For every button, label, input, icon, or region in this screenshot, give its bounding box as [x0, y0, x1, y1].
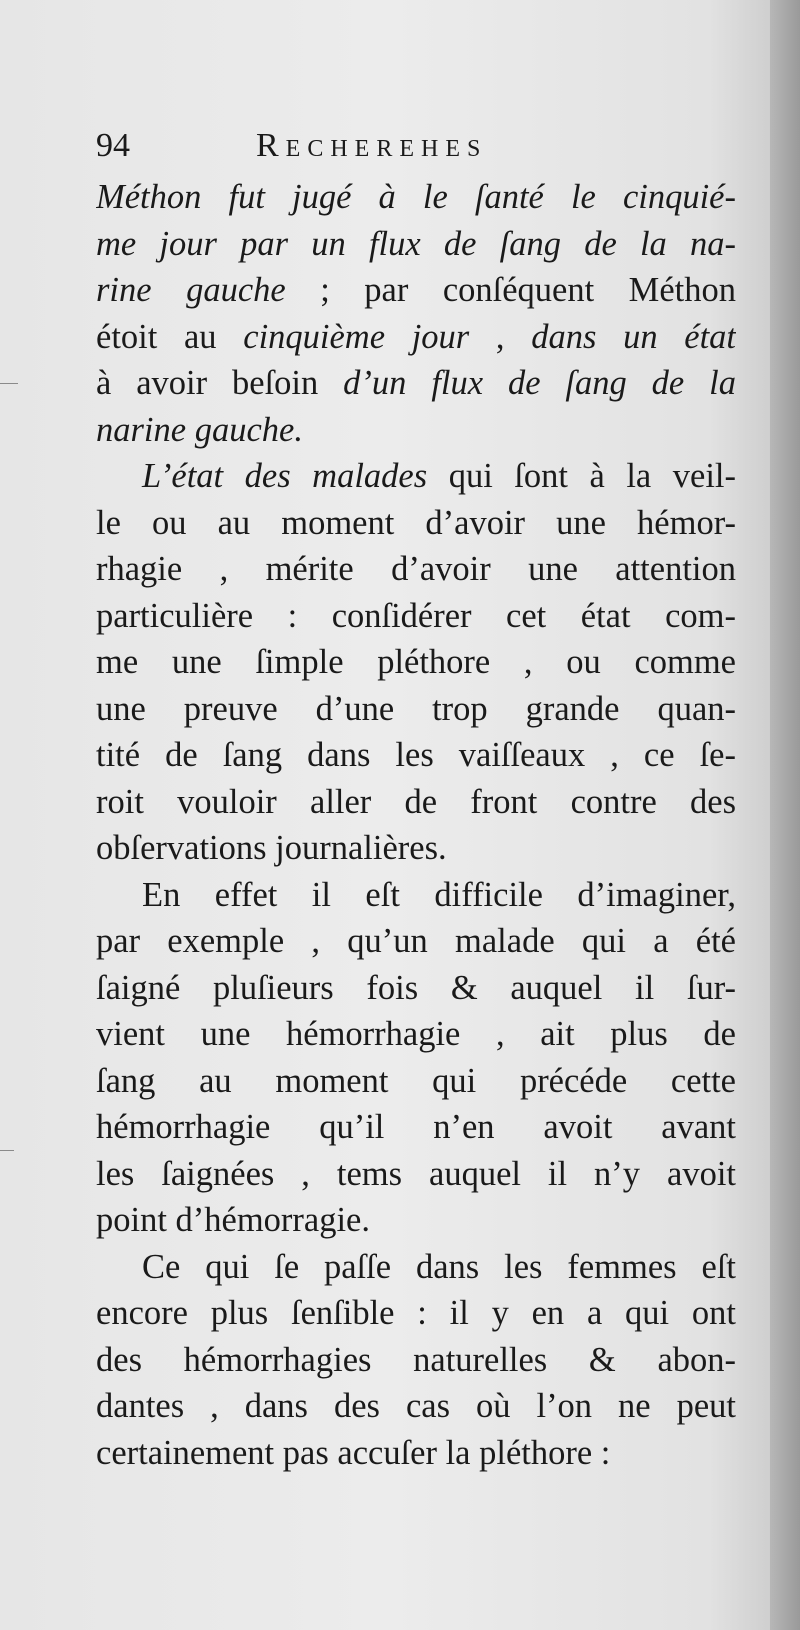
page-edge — [770, 0, 800, 1630]
text-segment: encore plus ſenſible : il y en a qui ont — [96, 1294, 736, 1332]
text-line — [96, 686, 736, 733]
text-segment: qui ſont à la veil- — [427, 457, 736, 495]
margin-mark — [0, 1150, 14, 1151]
text-segment: En effet il eſt difficile d’imaginer, — [142, 875, 736, 914]
italic-text: cinquième jour — [243, 317, 470, 356]
text-segment: à avoir beſoin — [96, 364, 344, 402]
text-line — [96, 732, 736, 779]
text-line — [96, 1244, 736, 1291]
text-line — [96, 1197, 736, 1244]
text-segment: roit vouloir aller de front contre des — [96, 782, 736, 821]
text-line — [96, 1290, 736, 1337]
text-line — [96, 314, 736, 361]
text-line — [96, 546, 736, 593]
text-segment: vient une hémorrhagie , ait plus de — [96, 1015, 736, 1053]
text-line — [96, 825, 736, 872]
text-line — [96, 1011, 736, 1058]
text-segment: tité de ſang dans les vaiſſeaux , ce ſe- — [96, 736, 736, 774]
text-line — [96, 1383, 736, 1430]
text-segment: , — [469, 317, 532, 356]
text-line — [96, 639, 736, 686]
text-segment: le ou au moment d’avoir une hémor- — [96, 503, 736, 542]
text-line — [96, 593, 736, 640]
running-title: Recherehes — [256, 127, 488, 164]
text-segment: ; par conſéquent Méthon — [285, 271, 736, 309]
text-line — [96, 965, 736, 1012]
text-segment: Ce qui ſe paſſe dans les femmes eſt — [142, 1247, 736, 1286]
text-line — [96, 1151, 736, 1198]
text-line — [96, 918, 736, 965]
text-line — [96, 453, 736, 500]
italic-text: dans un état — [531, 317, 736, 356]
text-segment: une preuve d’une trop grande quan- — [96, 689, 736, 728]
italic-text: rine gauche — [96, 271, 286, 309]
text-segment: certainement pas accuſer la pléthore : — [96, 1433, 611, 1472]
page-header — [96, 124, 736, 168]
text-segment: particulière : conſidérer cet état com- — [96, 596, 736, 635]
text-line — [96, 267, 736, 314]
text-line — [96, 221, 736, 268]
text-segment: les ſaignées , tems auquel il n’y avoit — [96, 1154, 736, 1193]
text-segment: par exemple , qu’un malade qui a été — [96, 922, 736, 960]
italic-text: narine gauche. — [96, 410, 303, 449]
text-segment: des hémorrhagies naturelles & abon- — [96, 1340, 736, 1379]
text-line — [96, 1058, 736, 1105]
italic-text: me jour par un flux de ſang de la na- — [96, 224, 736, 263]
italic-text: d’un flux de ſang de la — [343, 364, 736, 402]
italic-text: L’état des malades — [142, 457, 428, 495]
text-line — [96, 360, 736, 407]
text-segment: obſervations journalières. — [96, 829, 447, 867]
italic-text: Méthon fut jugé à le ſanté le cinquié- — [96, 178, 736, 216]
text-line — [96, 872, 736, 919]
body-text — [96, 174, 736, 1476]
page-number: 94 — [96, 127, 130, 164]
text-line — [96, 407, 736, 454]
text-segment: me une ſimple pléthore , ou comme — [96, 643, 736, 681]
margin-mark — [0, 383, 18, 384]
text-line — [96, 174, 736, 221]
text-segment: dantes , dans des cas où l’on ne peut — [96, 1387, 736, 1425]
text-line — [96, 1430, 736, 1477]
text-segment: hémorrhagie qu’il n’en avoit avant — [96, 1108, 736, 1146]
text-line — [96, 779, 736, 826]
text-segment: ſang au moment qui précéde cette — [96, 1061, 736, 1100]
text-segment: ſaigné pluſieurs fois & auquel il ſur- — [96, 968, 736, 1007]
text-line — [96, 1337, 736, 1384]
text-segment: étoit au — [96, 317, 244, 356]
text-line — [96, 1104, 736, 1151]
text-segment: rhagie , mérite d’avoir une attention — [96, 550, 736, 588]
text-line — [96, 500, 736, 547]
text-segment: point d’hémorragie. — [96, 1201, 370, 1239]
